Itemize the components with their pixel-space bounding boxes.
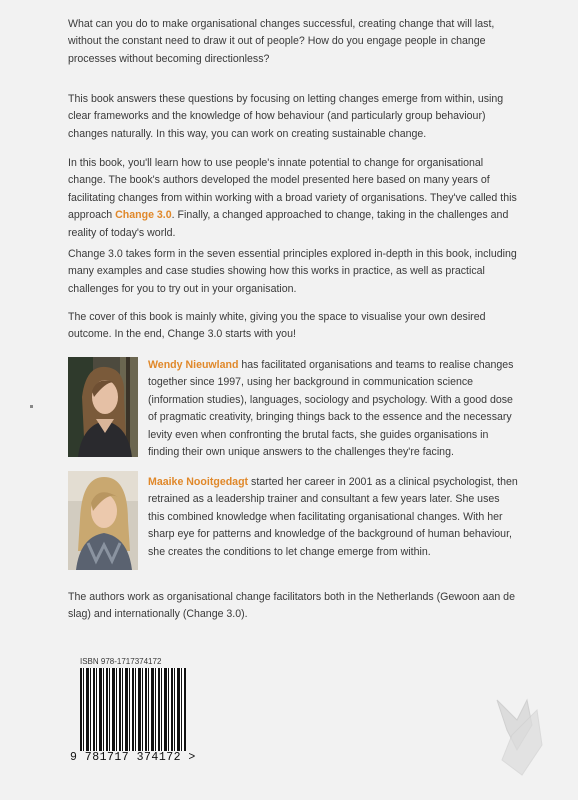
isbn-label: ISBN 978-1717374172 bbox=[80, 657, 162, 666]
author-bio-maaike-text: started her career in 2001 as a clinical psychologist, then retrained as a leadership trainer and consultant a few years later. She uses this combined knowledge when facilitating organisational changes. With her sharp eye for patterns and knowledge of the background of human behaviour, she creates the conditions to let change emerge from within. bbox=[148, 476, 518, 558]
principles-paragraph: Change 3.0 takes form in the seven essential principles explored in-depth in this book, including many examples and case studies showing how this works in practice, as well as practical challenges for you to try out in your organisation. bbox=[68, 248, 517, 295]
author-photo-maaike bbox=[68, 471, 138, 570]
author-bio-maaike bbox=[148, 474, 518, 561]
approach-text-end: . Finally, a changed approached to change, taking in the challenges and reality of today's world. bbox=[68, 209, 509, 239]
author-photo-wendy bbox=[68, 357, 138, 457]
closing-paragraph: The authors work as organisational change facilitators both in the Netherlands (Gewoon aan de slag) and internationally (Change 3.0). bbox=[68, 591, 515, 621]
barcode-digits: 9 781717 374172 > bbox=[70, 751, 210, 764]
approach-text-start: In this book, you'll learn how to use people's innate potential to change for organisational change. The book's authors developed the model presented here based on many years of facilitating changes from within working with a broad variety of organisations. They've called this approach bbox=[68, 157, 517, 222]
author-name-wendy: Wendy Nieuwland bbox=[148, 359, 239, 371]
approach-paragraph bbox=[68, 155, 518, 242]
answers-paragraph: This book answers these questions by focusing on letting changes emerge from within, using clear frameworks and the knowledge of how behaviour (and particularly group behaviour) changes naturally. In this way, you can work on creating sustainable change. bbox=[68, 93, 504, 140]
author-name-maaike: Maaike Nooitgedagt bbox=[148, 476, 249, 488]
barcode bbox=[80, 668, 186, 756]
author-bio-wendy bbox=[148, 357, 518, 461]
change-highlight: Change 3.0 bbox=[115, 209, 172, 222]
author-bio-wendy-text: has facilitated organisations and teams to realise changes together since 1997, using her background in communication science (information studies), languages, sociology and psychology. With a good dose of pragmatic creativity, bringing things back to the essence and the necessary levity even when confronting the brutal facts, she guides organisations in finding their own unique answers to the challenges they're facing. bbox=[148, 359, 514, 459]
publisher-logo-icon bbox=[487, 690, 547, 780]
margin-mark bbox=[30, 405, 33, 408]
cover-paragraph: The cover of this book is mainly white, giving you the space to visualise your own desired outcome. In the end, Change 3.0 starts with you! bbox=[68, 311, 486, 341]
intro-paragraph: What can you do to make organisational changes successful, creating change that will last, without the constant need to draw it out of people? How do you engage people in change processes without becoming directionless? bbox=[68, 18, 495, 65]
